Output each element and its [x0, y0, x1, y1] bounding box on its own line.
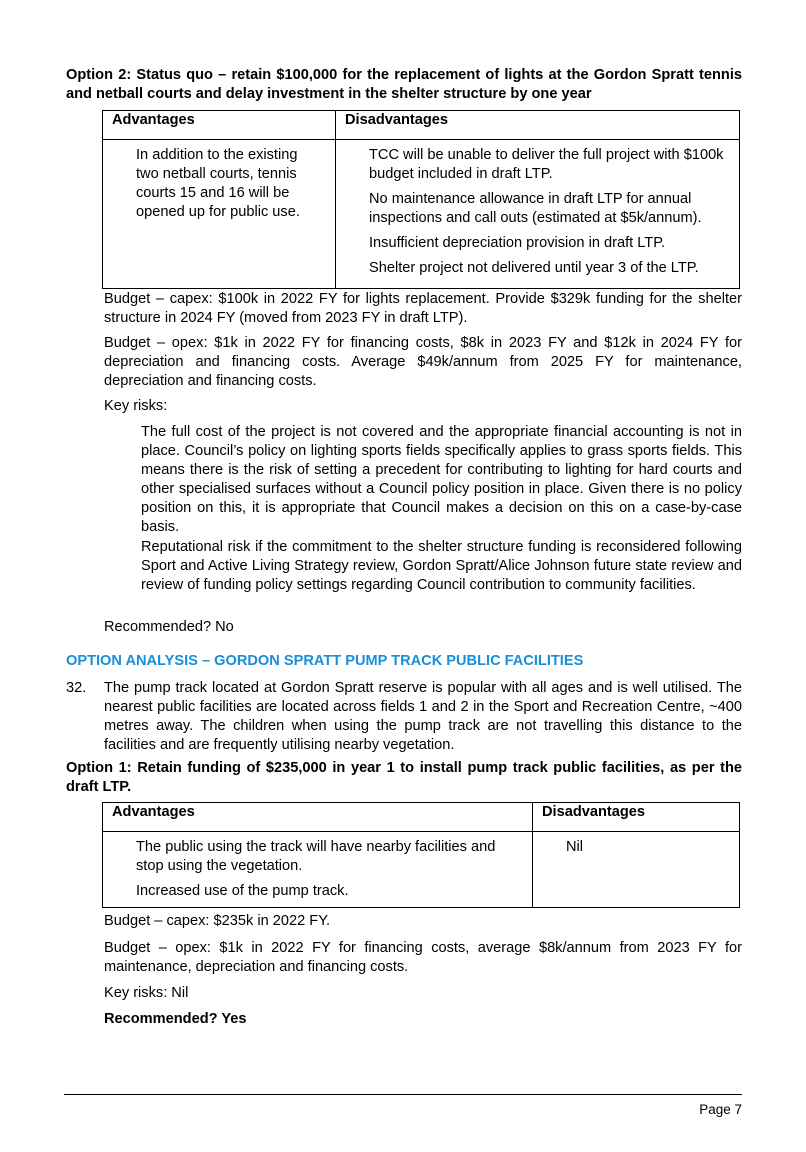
list-item: Nil [566, 839, 584, 855]
option2-budget-capex: Budget – capex: $100k in 2022 FY for lights replacement. Provide $329k funding for the shelter structure in 2024 FY (moved from 2023 FY in draft LTP). [104, 291, 742, 326]
list-item: Shelter project not delivered until year 3 of the LTP. [369, 260, 699, 276]
option1-table [102, 802, 740, 908]
list-item: The public using the track will have nearby facilities and stop using the vegetation. [136, 839, 496, 874]
option1-key-risks: Key risks: Nil [104, 985, 189, 1001]
option1-budget-opex: Budget – opex: $1k in 2022 FY for financing costs, average $8k/annum from 2023 FY for maintenance, depreciation and financing costs. [104, 940, 742, 975]
list-item: No maintenance allowance in draft LTP for annual inspections and call outs (estimated at $5k/annum). [369, 191, 702, 226]
option1-recommended: Recommended? Yes [104, 1011, 247, 1027]
option2-recommended: Recommended? No [104, 619, 234, 635]
paragraph-number: 32. [66, 680, 87, 696]
list-item: Increased use of the pump track. [136, 883, 349, 899]
paragraph-32-text: The pump track located at Gordon Spratt reserve is popular with all ages and is well utilised. The nearest public facilities are located across fields 1 and 2 in the Sport and Recreation Centre, ~400 metres away. The children when using the pump track are not travelling this distance to the facilities and are frequently utilising nearby vegetation. [104, 680, 742, 753]
option2-disadvantages-header: Disadvantages [336, 111, 740, 140]
list-item: The full cost of the project is not covered and the appropriate financial accounting is not in place. Council’s policy on lighting sports fields specifically applies to grass sports fields. This means there is the risk of setting a precedent for contributing to lighting for hard courts and other specialised surfaces without a Council policy position in place. Given there is no policy position on this, it is appropriate that Council makes a decision on this on a case-by-case basis. [141, 424, 742, 535]
page-number: Page 7 [699, 1102, 742, 1117]
list-item: Insufficient depreciation provision in draft LTP. [369, 235, 666, 251]
option2-key-risks-label: Key risks: [104, 398, 168, 414]
option1-disadvantages-cell [533, 832, 740, 908]
option2-disadvantages-cell [336, 140, 740, 289]
option2-table [102, 110, 740, 289]
option1-advantages-header: Advantages [103, 803, 533, 832]
footer-divider [64, 1094, 742, 1095]
list-item: Reputational risk if the commitment to the shelter structure funding is reconsidered following Sport and Active Living Strategy review, Gordon Spratt/Alice Johnson future state review and review of funding policy settings regarding Council contribution to community facilities. [141, 539, 742, 593]
option2-budget-opex: Budget – opex: $1k in 2022 FY for financing costs, $8k in 2023 FY and $12k in 2024 FY for depreciation and financing costs. Average $49k/annum from 2025 FY for maintenance, depreciation and financing costs. [104, 335, 742, 389]
section-title: OPTION ANALYSIS – GORDON SPRATT PUMP TRACK PUBLIC FACILITIES [66, 653, 584, 669]
option1-disadvantages-header: Disadvantages [533, 803, 740, 832]
option2-advantages-cell [103, 140, 336, 289]
option1-advantages-cell [103, 832, 533, 908]
option1-budget-capex: Budget – capex: $235k in 2022 FY. [104, 913, 331, 929]
option1-heading: Option 1: Retain funding of $235,000 in year 1 to install pump track public facilities, as per the draft LTP. [66, 760, 742, 795]
list-item: TCC will be unable to deliver the full project with $100k budget included in draft LTP. [369, 147, 724, 182]
option2-advantages-header: Advantages [103, 111, 336, 140]
option2-heading: Option 2: Status quo – retain $100,000 for the replacement of lights at the Gordon Spratt tennis and netball courts and delay investment in the shelter structure by one year [66, 67, 742, 102]
list-item: In addition to the existing two netball courts, tennis courts 15 and 16 will be opened up for public use. [136, 147, 300, 220]
